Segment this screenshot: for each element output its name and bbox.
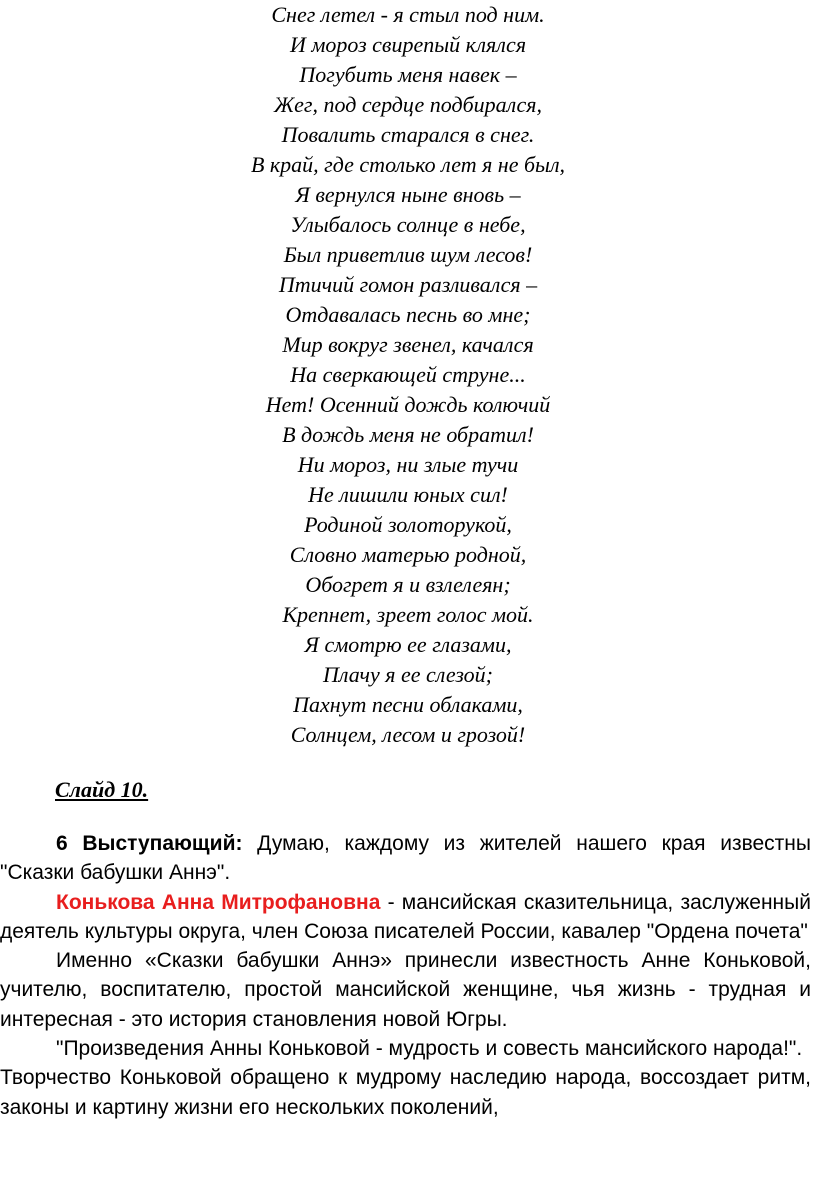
poem-line: Я вернулся ныне вновь –	[295, 182, 521, 207]
poem-line: Крепнет, зреет голос мой.	[282, 602, 534, 627]
author-name: Конькова Анна Митрофановна	[56, 890, 381, 914]
poem-line: Жег, под сердце подбирался,	[274, 92, 542, 117]
poem-line: Ни мороз, ни злые тучи	[297, 452, 519, 477]
paragraph: Именно «Сказки бабушки Аннэ» принесли известность Анне Коньковой, учителю, воспитателю, простой мансийской женщине, чья жизнь - трудная и интересная - это история становления новой Югры.	[0, 949, 811, 1031]
poem-line: Был приветлив шум лесов!	[283, 242, 533, 267]
prose-section	[0, 829, 811, 1122]
speaker-paragraph	[0, 829, 811, 888]
poem-line: Обогрет я и взлелеян;	[305, 572, 511, 597]
poem-line: В дождь меня не обратил!	[282, 422, 534, 447]
poem-line: Погубить меня навек –	[299, 62, 517, 87]
poem-line: Отдавалась песнь во мне;	[285, 302, 531, 327]
poem-line: Словно матерью родной,	[289, 542, 527, 567]
paragraph-text: - мансийская сказительница, заслуженный деятель культуры округа, член Союза писателей России, кавалер "Ордена почета"	[0, 890, 811, 943]
poem-line: На сверкающей струне...	[290, 362, 526, 387]
poem-line: Повалить старался в снег.	[281, 122, 535, 147]
author-paragraph	[0, 888, 811, 947]
speaker-label: 6 Выступающий:	[56, 832, 243, 855]
poem-line: Нет! Осенний дождь колючий	[265, 392, 551, 417]
poem-line: Улыбалось солнце в небе,	[290, 212, 526, 237]
paragraph: Творчество Коньковой обращено к мудрому наследию народа, воссоздает ритм, законы и картину жизни его нескольких поколений,	[0, 1066, 811, 1119]
poem-line: Родиной золоторукой,	[304, 512, 512, 537]
quote-paragraph: "Произведения Анны Коньковой - мудрость и совесть мансийского народа!".	[56, 1037, 803, 1061]
poem-line: В край, где столько лет я не был,	[250, 152, 566, 177]
slide-heading: Слайд 10.	[55, 777, 149, 802]
paragraph-text: Думаю, каждому из жителей нашего края известны "Сказки бабушки Аннэ".	[0, 832, 811, 885]
poem-line: Снег летел - я стыл под ним.	[271, 2, 545, 27]
poem-line: Птичий гомон разливался –	[278, 272, 538, 297]
poem-line: Солнцем, лесом и грозой!	[290, 722, 526, 747]
poem-line: Плачу я ее слезой;	[323, 662, 493, 687]
poem-line: Мир вокруг звенел, качался	[282, 332, 534, 357]
poem-line: И мороз свирепый клялся	[289, 32, 527, 57]
poem-line: Не лишили юных сил!	[308, 482, 508, 507]
poem-line: Пахнут песни облаками,	[293, 692, 523, 717]
poem-line: Я смотрю ее глазами,	[304, 632, 512, 657]
